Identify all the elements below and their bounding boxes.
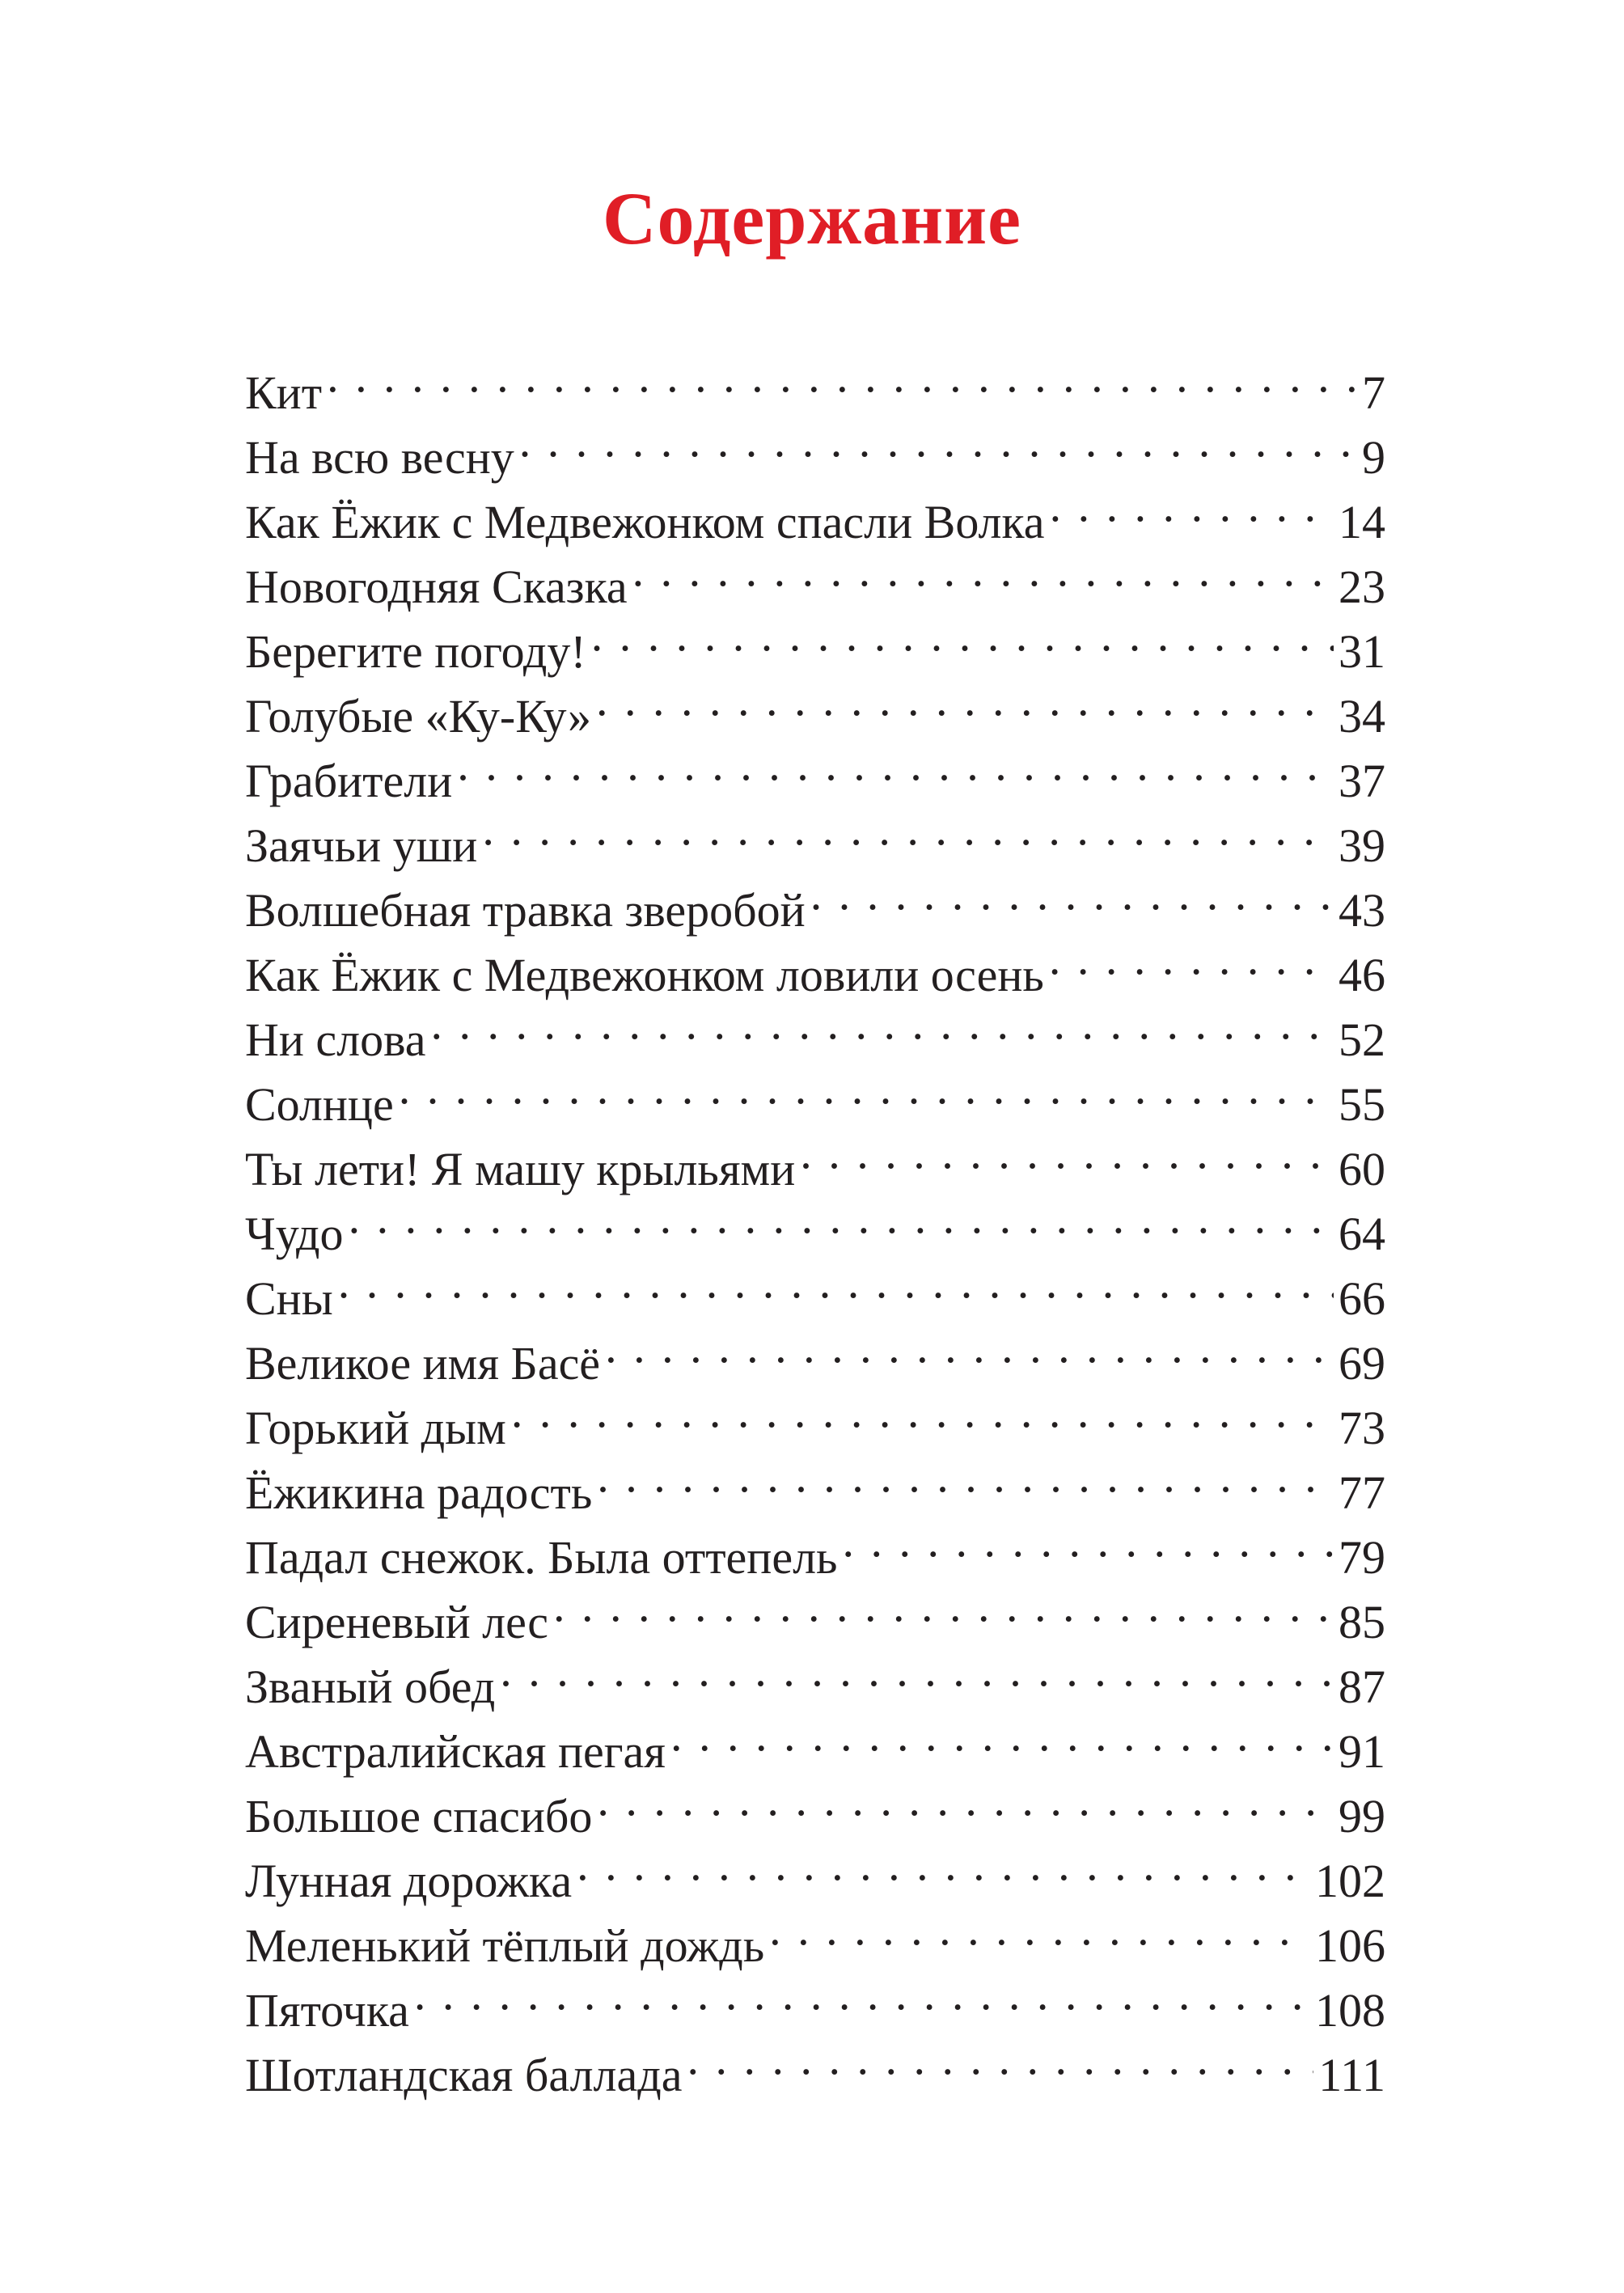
toc-entry xyxy=(245,344,1385,419)
toc-page-number: 9 xyxy=(1357,425,1385,490)
toc-page-number: 31 xyxy=(1334,620,1385,684)
dot-leader xyxy=(414,1961,1310,2026)
toc-entry-title: Новогодняя Сказка xyxy=(245,561,628,613)
toc-entry xyxy=(245,1185,1385,1260)
toc-page-number: 37 xyxy=(1334,749,1385,814)
toc-entry-title: Чудо xyxy=(245,1208,344,1260)
toc-entry-title: Солнце xyxy=(245,1078,394,1131)
dot-leader xyxy=(457,732,1334,797)
dot-leader xyxy=(597,1444,1334,1508)
dot-leader xyxy=(769,1897,1310,1961)
toc-entry-title: Заячьи уши xyxy=(245,819,478,872)
toc-entry-title: Голубые «Ку-Ку» xyxy=(245,690,591,742)
toc-entry xyxy=(245,1961,1385,2037)
dot-leader xyxy=(577,1832,1310,1897)
toc-page-number: 106 xyxy=(1310,1914,1385,1978)
toc-page-number: 39 xyxy=(1334,814,1385,878)
toc-entry-title: Ни слова xyxy=(245,1013,426,1066)
dot-leader xyxy=(670,1703,1334,1767)
toc-page-number: 91 xyxy=(1334,1720,1385,1784)
toc-page-number: 85 xyxy=(1334,1590,1385,1655)
dot-leader xyxy=(800,1120,1334,1185)
toc-page-number: 108 xyxy=(1310,1978,1385,2043)
dot-leader xyxy=(338,1250,1334,1314)
toc-entry-title: Сны xyxy=(245,1272,333,1325)
toc-page-number: 77 xyxy=(1334,1461,1385,1525)
dot-leader xyxy=(349,1185,1334,1250)
toc-entry-title: Сиреневый лес xyxy=(245,1596,549,1648)
dot-leader xyxy=(482,797,1334,861)
dot-leader xyxy=(632,538,1334,603)
toc-page-number: 7 xyxy=(1357,361,1385,425)
dot-leader xyxy=(842,1508,1334,1573)
dot-leader xyxy=(511,1379,1334,1444)
toc-entry-title: Австралийская пегая xyxy=(245,1725,666,1778)
toc-page-number: 60 xyxy=(1334,1137,1385,1202)
toc-entry xyxy=(245,2026,1385,2101)
toc-page-number: 64 xyxy=(1334,1202,1385,1267)
toc-entry-title: Ёжикина радость xyxy=(245,1466,593,1519)
toc-entry-title: Падал снежок. Была оттепель xyxy=(245,1531,838,1584)
toc-entry-title: Как Ёжик с Медвежонком спасли Волка xyxy=(245,496,1045,548)
dot-leader xyxy=(596,667,1334,732)
dot-leader xyxy=(1049,926,1334,991)
toc-entry-title: Как Ёжик с Медвежонком ловили осень xyxy=(245,949,1044,1001)
toc-page-number: 46 xyxy=(1334,943,1385,1008)
dot-leader xyxy=(605,1314,1334,1379)
dot-leader xyxy=(399,1056,1334,1120)
dot-leader xyxy=(327,344,1357,408)
toc-page-number: 14 xyxy=(1334,490,1385,555)
toc-page-number: 66 xyxy=(1334,1267,1385,1331)
dot-leader xyxy=(591,603,1334,667)
toc-entry xyxy=(245,1056,1385,1131)
dot-leader xyxy=(597,1767,1334,1832)
toc-entry-title: Лунная дорожка xyxy=(245,1855,573,1907)
toc-entry-title: Званый обед xyxy=(245,1661,496,1713)
toc-page-number: 55 xyxy=(1334,1072,1385,1137)
dot-leader xyxy=(519,408,1357,473)
toc-entry-title: Шотландская баллада xyxy=(245,2049,683,2101)
toc-page-number: 111 xyxy=(1313,2043,1385,2108)
page-title: Содержание xyxy=(603,177,1021,260)
toc-page-number: 102 xyxy=(1310,1849,1385,1914)
toc-page-number: 73 xyxy=(1334,1396,1385,1461)
toc-entry xyxy=(245,1314,1385,1390)
dot-leader xyxy=(553,1573,1334,1638)
toc-entry-title: Большое спасибо xyxy=(245,1790,593,1842)
toc-page-number: 99 xyxy=(1334,1784,1385,1849)
toc-entry-title: Грабители xyxy=(245,755,453,807)
toc-entry-title: Горький дым xyxy=(245,1402,506,1454)
toc-page-number: 23 xyxy=(1334,555,1385,620)
toc-page-number: 52 xyxy=(1334,1008,1385,1072)
toc-entry-title: На всю весну xyxy=(245,431,514,484)
toc-entry-title: Пяточка xyxy=(245,1984,409,2037)
toc-entry-title: Волшебная травка зверобой xyxy=(245,884,806,937)
toc-page-number: 87 xyxy=(1334,1655,1385,1720)
dot-leader xyxy=(810,861,1334,926)
toc-page-number: 34 xyxy=(1334,684,1385,749)
dot-leader xyxy=(687,2026,1314,2091)
toc-entry xyxy=(245,408,1385,484)
dot-leader xyxy=(1050,473,1334,538)
toc-entry-title: Меленький тёплый дождь xyxy=(245,1919,765,1972)
dot-leader xyxy=(500,1638,1334,1703)
toc-entry xyxy=(245,1250,1385,1325)
toc-page-number: 69 xyxy=(1334,1331,1385,1396)
dot-leader xyxy=(430,991,1334,1056)
toc-entry xyxy=(245,1120,1385,1195)
toc-entry-title: Ты лети! Я машу крыльями xyxy=(245,1143,796,1195)
toc-page-number: 79 xyxy=(1334,1525,1385,1590)
toc-entry-title: Великое имя Басё xyxy=(245,1337,601,1390)
toc-entry-title: Кит xyxy=(245,366,323,419)
toc-entry-title: Берегите погоду! xyxy=(245,625,586,678)
table-of-contents xyxy=(245,344,1385,2101)
toc-page-number: 43 xyxy=(1334,878,1385,943)
